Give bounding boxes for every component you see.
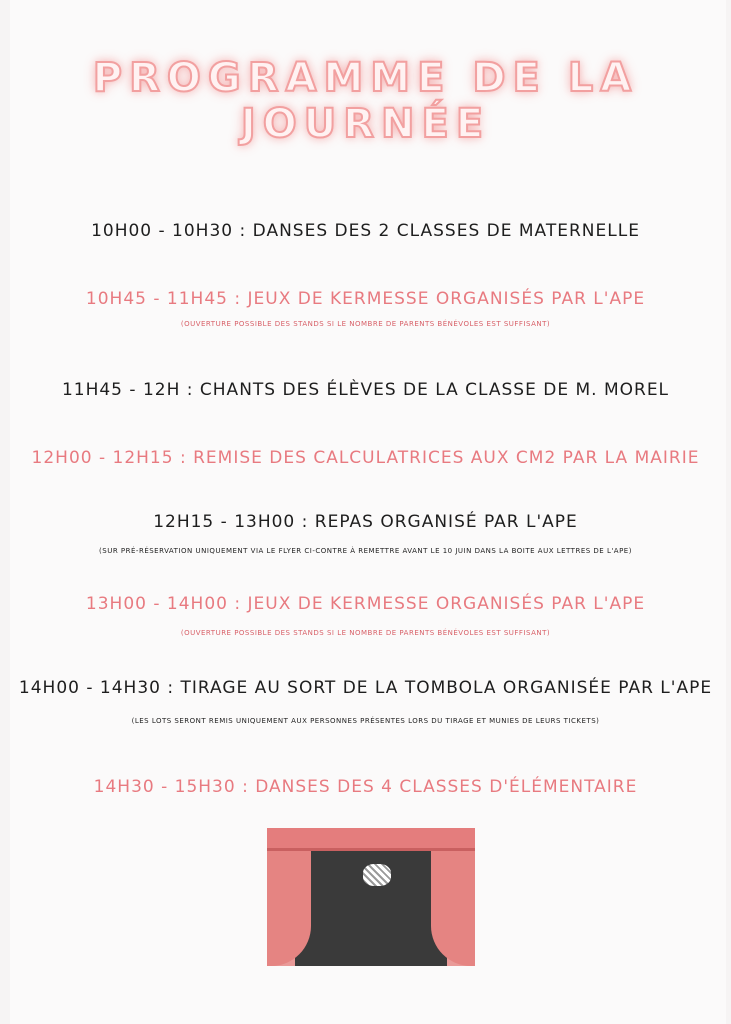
schedule-note: (OUVERTURE POSSIBLE DES STANDS SI LE NOMBRE DE PARENTS BÉNÉVOLES EST SUFFISANT) <box>180 629 551 637</box>
schedule-label: TIRAGE AU SORT DE LA TOMBOLA ORGANISÉE PAR L'APE <box>180 678 713 698</box>
schedule-time: 13H00 - 14H00 <box>85 594 228 614</box>
schedule-time: 12H15 - 13H00 <box>153 512 296 532</box>
schedule-item <box>0 514 731 531</box>
schedule-note: (SUR PRÉ-RÉSERVATION UNIQUEMENT VIA LE FLYER CI-CONTRE À REMETTRE AVANT LE 10 JUIN DANS LA BOITE AUX LETTRES DE L'APE) <box>99 547 632 555</box>
separator: : <box>235 777 256 797</box>
schedule-note: (OUVERTURE POSSIBLE DES STANDS SI LE NOMBRE DE PARENTS BÉNÉVOLES EST SUFFISANT) <box>180 320 551 328</box>
schedule-label: JEUX DE KERMESSE ORGANISÉS PAR L'APE <box>247 594 646 614</box>
schedule-item <box>0 680 731 697</box>
schedule-label: CHANTS DES ÉLÈVES DE LA CLASSE DE M. MOREL <box>199 380 670 400</box>
schedule-time: 14H00 - 14H30 <box>18 678 161 698</box>
schedule-time: 11H45 - 12H <box>61 380 181 400</box>
separator: : <box>180 380 200 400</box>
schedule-label: REMISE DES CALCULATRICES AUX CM2 PAR LA MAIRIE <box>193 448 700 468</box>
schedule-item <box>0 223 731 240</box>
schedule-time: 10H45 - 11H45 <box>85 289 228 309</box>
schedule-label: REPAS ORGANISÉ PAR L'APE <box>314 512 578 532</box>
schedule-item <box>0 596 731 613</box>
schedule-note: (LES LOTS SERONT REMIS UNIQUEMENT AUX PERSONNES PRÉSENTES LORS DU TIRAGE ET MUNIES DE LEURS TICKETS) <box>131 717 600 725</box>
curtain-right <box>431 838 475 966</box>
separator: : <box>295 512 315 532</box>
separator: : <box>233 221 253 241</box>
schedule-label: DANSES DES 4 CLASSES D'ÉLÉMENTAIRE <box>255 777 638 797</box>
separator: : <box>227 289 248 309</box>
schedule-item <box>0 291 731 308</box>
disco-ball <box>363 864 391 886</box>
schedule-time: 12H00 - 12H15 <box>31 448 174 468</box>
schedule-item <box>0 382 731 399</box>
schedule-item <box>0 779 731 796</box>
curtain-valance <box>267 828 475 851</box>
separator: : <box>173 448 194 468</box>
schedule-time: 14H30 - 15H30 <box>93 777 236 797</box>
theater-stage-icon <box>267 828 475 966</box>
separator: : <box>160 678 181 698</box>
separator: : <box>227 594 248 614</box>
schedule-time: 10H00 - 10H30 <box>91 221 234 241</box>
schedule-label: DANSES DES 2 CLASSES DE MATERNELLE <box>252 221 640 241</box>
page-title-line-2: JOURNÉE <box>240 101 491 147</box>
stage-backdrop <box>295 842 447 966</box>
curtain-left <box>267 838 311 966</box>
schedule-item <box>0 450 731 467</box>
page-title-line-1: PROGRAMME DE LA <box>92 55 639 101</box>
schedule-label: JEUX DE KERMESSE ORGANISÉS PAR L'APE <box>247 289 646 309</box>
